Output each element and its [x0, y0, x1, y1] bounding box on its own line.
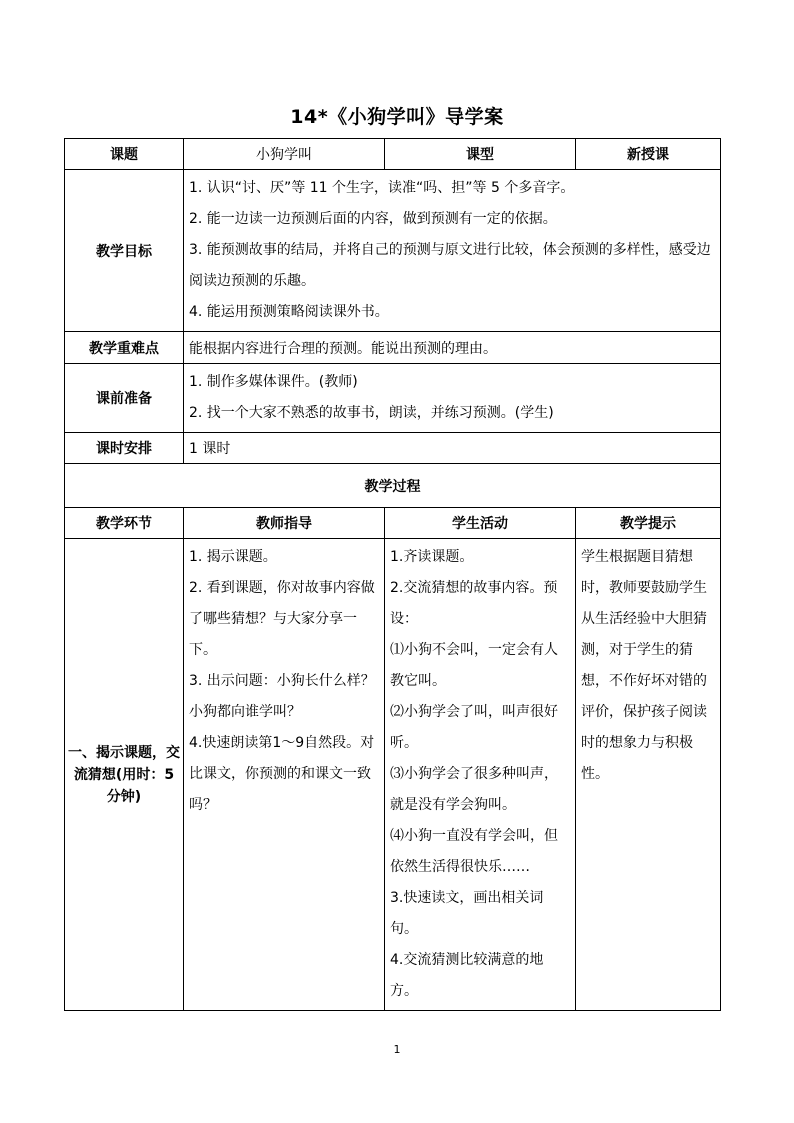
- preparation-label: 课前准备: [65, 364, 184, 433]
- objective-item: 2. 能一边读一边预测后面的内容，做到预测有一定的依据。: [189, 211, 557, 227]
- type-label: 课型: [385, 139, 576, 170]
- student-step: 3.快速读文，画出相关词句。: [390, 890, 544, 937]
- student-step: 1.齐读课题。: [390, 549, 474, 565]
- student-step: ⑷小狗一直没有学会叫，但依然生活得很快乐……: [390, 828, 558, 875]
- preparation-row: [65, 364, 721, 433]
- document-title: 14*《小狗学叫》导学案: [290, 106, 504, 128]
- teaching-hint: 学生根据题目猜想时，教师要鼓励学生从生活经验中大胆猜测，对于学生的猜想，不作好坏对错的评价，保护孩子阅读时的想象力与积极性。: [576, 539, 721, 1011]
- objective-item: 1. 认识“讨、厌”等 11 个生字，读准“吗、担”等 5 个多音字。: [189, 180, 575, 196]
- topic-row: [65, 139, 721, 170]
- topic-label: 课题: [65, 139, 184, 170]
- student-step: ⑶小狗学会了很多种叫声，就是没有学会狗叫。: [390, 766, 558, 813]
- preparation-item: 1. 制作多媒体课件。(教师): [189, 374, 358, 390]
- teacher-step: 4.快速朗读第1～9自然段。对比课文，你预测的和课文一致吗？: [189, 735, 375, 813]
- objectives-row: [65, 170, 721, 332]
- preparation-content: [184, 364, 721, 433]
- type-value: 新授课: [576, 139, 721, 170]
- student-step: 4.交流猜测比较满意的地方。: [390, 952, 544, 999]
- schedule-value: 1 课时: [184, 433, 721, 464]
- student-step: 2.交流猜想的故事内容。预设：: [390, 580, 558, 627]
- difficulty-label: 教学重难点: [65, 332, 184, 364]
- process-title-row: [65, 464, 721, 508]
- student-activities: [385, 539, 576, 1011]
- difficulty-row: [65, 332, 721, 364]
- column-header-hint: 教学提示: [576, 508, 721, 539]
- topic-value: 小狗学叫: [184, 139, 385, 170]
- objective-item: 4. 能运用预测策略阅读课外书。: [189, 304, 389, 320]
- objective-item: 3. 能预测故事的结局，并将自己的预测与原文进行比较，体会预测的多样性，感受边阅读边预测的乐趣。: [189, 242, 711, 289]
- column-header-student: 学生活动: [385, 508, 576, 539]
- teacher-step: 3. 出示问题：小狗长什么样？小狗都向谁学叫？: [189, 673, 375, 720]
- student-step: ⑵小狗学会了叫，叫声很好听。: [390, 704, 558, 751]
- page-number: 1: [393, 1043, 401, 1056]
- objectives-content: [184, 170, 721, 332]
- process-header-row: [65, 508, 721, 539]
- schedule-label: 课时安排: [65, 433, 184, 464]
- stage-row: [65, 539, 721, 1011]
- difficulty-value: 能根据内容进行合理的预测。能说出预测的理由。: [184, 332, 721, 364]
- student-step: ⑴小狗不会叫，一定会有人教它叫。: [390, 642, 558, 689]
- teacher-step: 1. 揭示课题。: [189, 549, 277, 565]
- teacher-step: 2. 看到课题，你对故事内容做了哪些猜想？与大家分享一下。: [189, 580, 375, 658]
- teacher-guidance: [184, 539, 385, 1011]
- lesson-plan-table: [64, 138, 721, 1011]
- column-header-teacher: 教师指导: [184, 508, 385, 539]
- objectives-label: 教学目标: [65, 170, 184, 332]
- stage-label: 一、揭示课题，交流猜想(用时：5 分钟): [65, 539, 184, 1011]
- schedule-row: [65, 433, 721, 464]
- process-title: 教学过程: [65, 464, 721, 508]
- preparation-item: 2. 找一个大家不熟悉的故事书，朗读，并练习预测。(学生): [189, 405, 554, 421]
- column-header-stage: 教学环节: [65, 508, 184, 539]
